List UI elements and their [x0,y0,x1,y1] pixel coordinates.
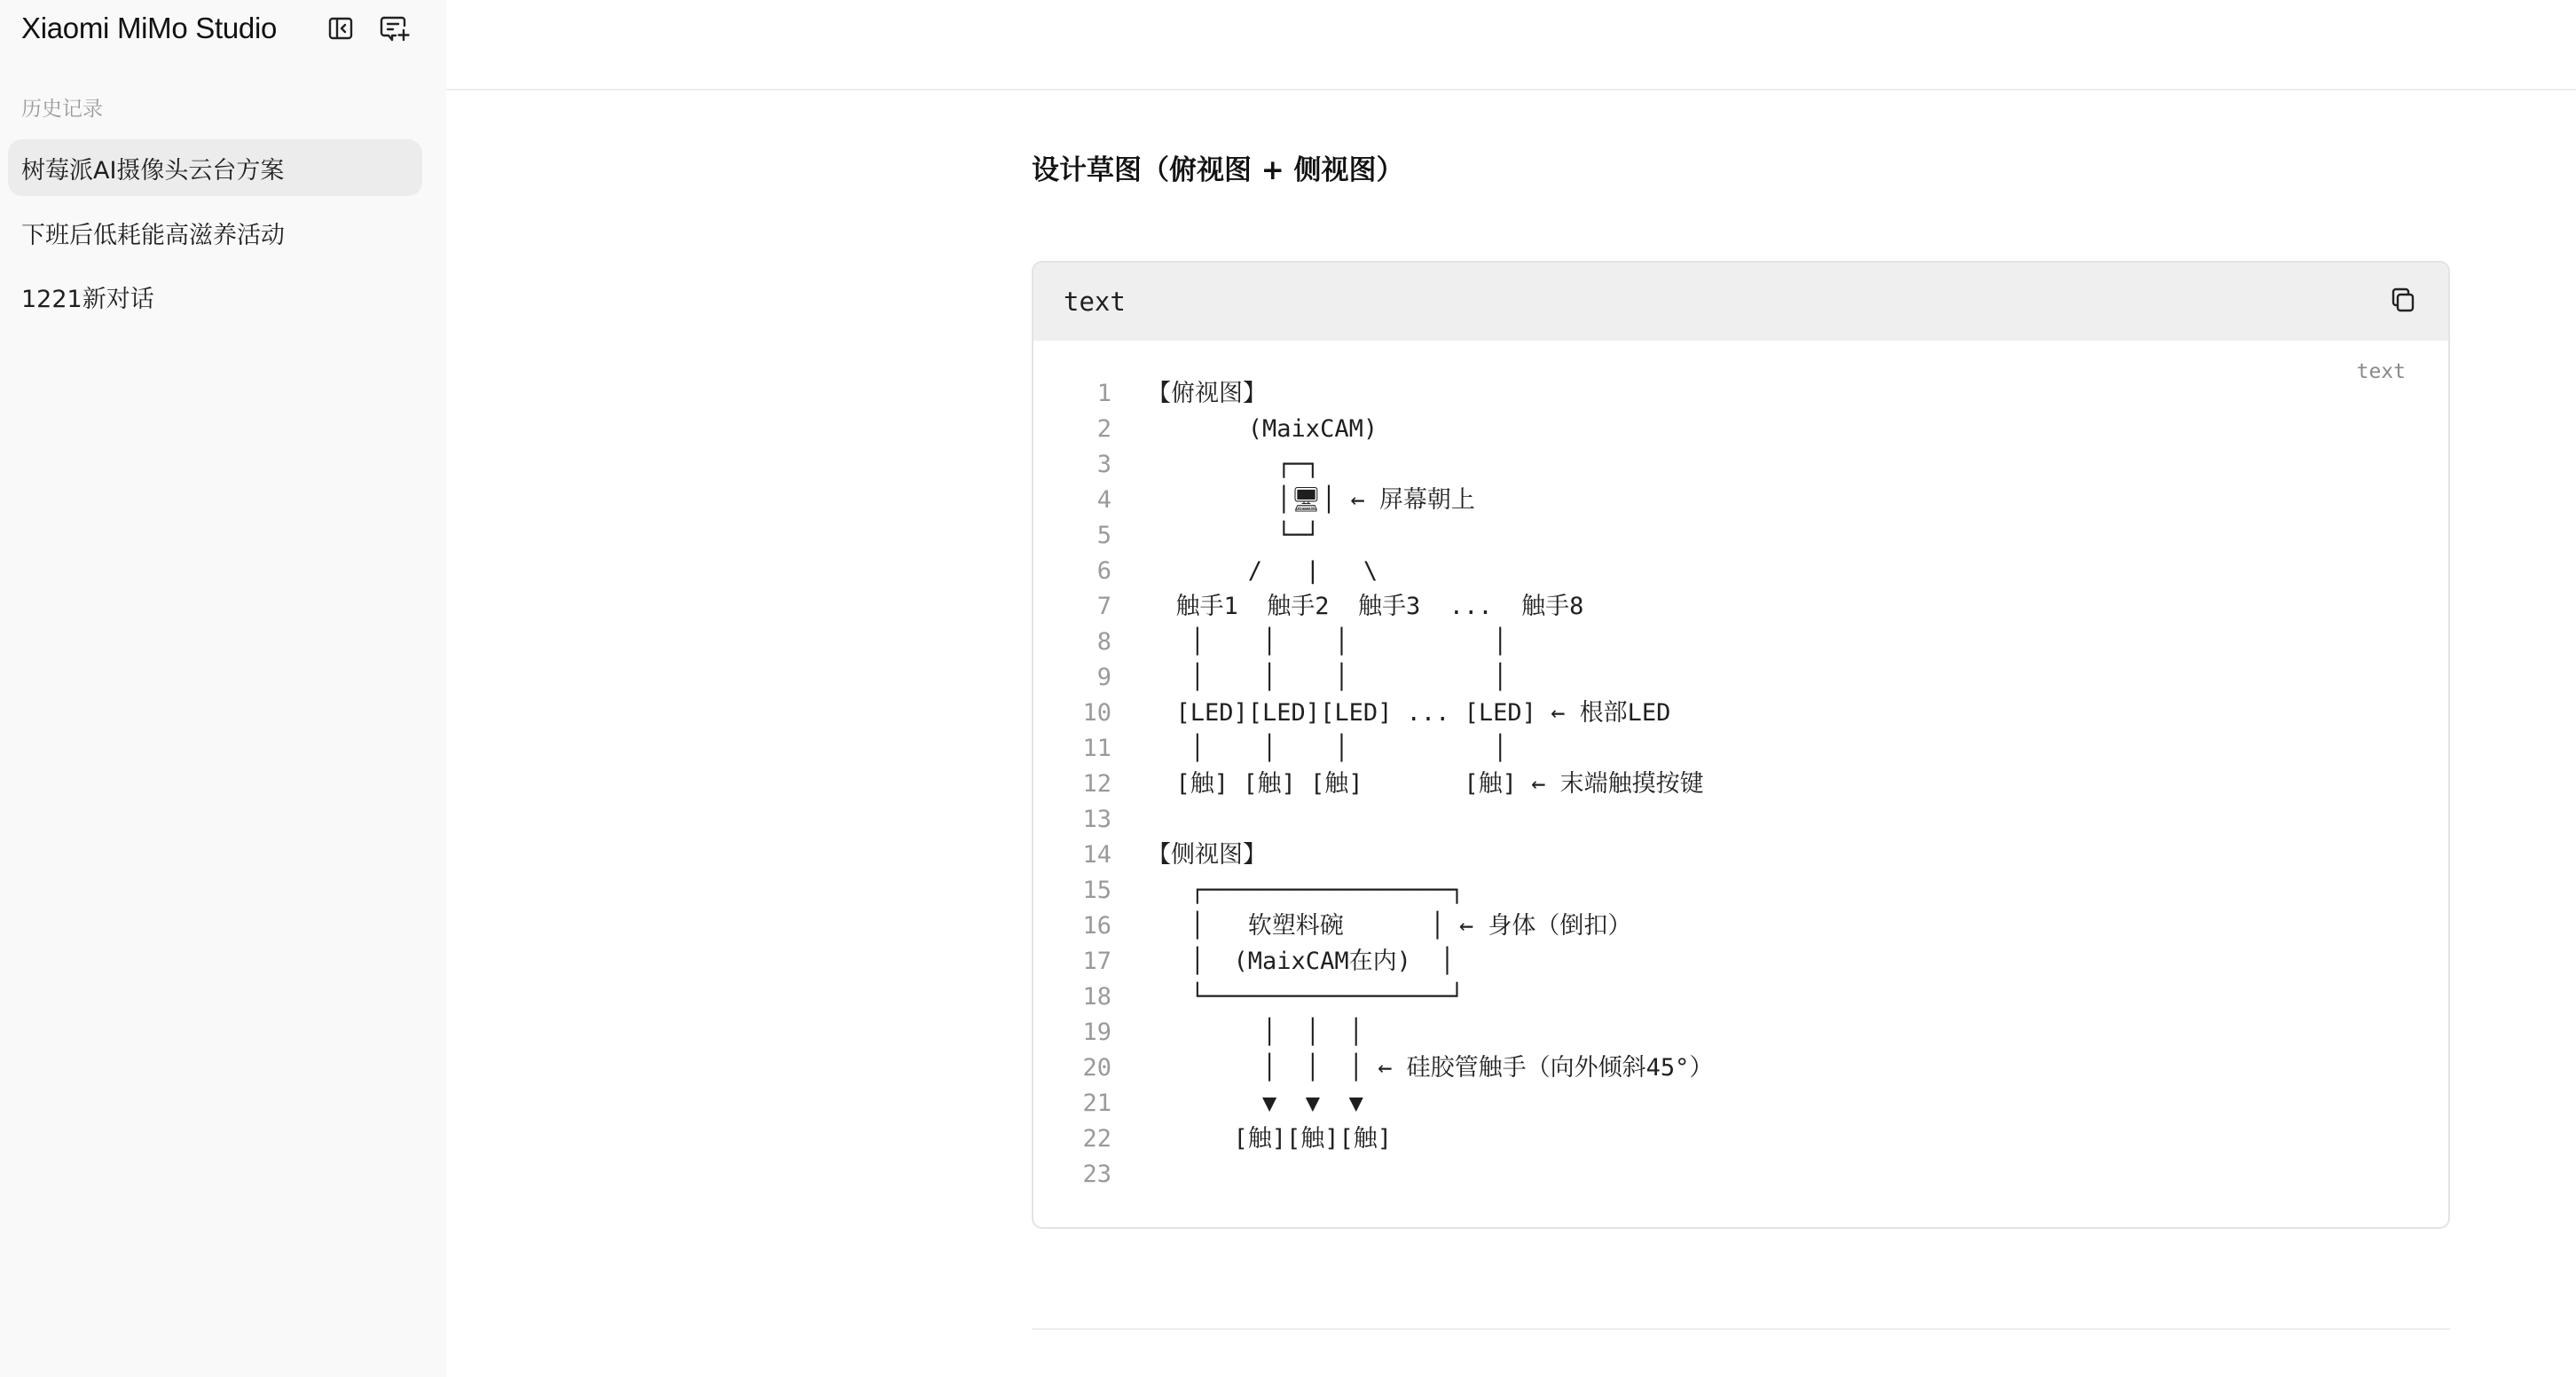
line-number: 20 [1082,1054,1111,1082]
line-number: 19 [1082,1019,1111,1046]
code-line [1033,696,2448,731]
new-chat-button[interactable] [376,11,415,46]
code-language-label: text [1064,287,1126,317]
line-content: │ 软塑料碗 │ ← 身体（倒扣） [1147,912,1632,940]
code-line [1033,1157,2448,1192]
brand [21,7,277,50]
sidebar [0,0,446,1377]
line-number: 22 [1082,1125,1111,1153]
line-content: └─────────────────┘ [1147,983,1465,1011]
code-line [1033,767,2448,802]
code-header [1033,263,2448,341]
line-number: 13 [1082,806,1111,833]
code-line [1033,554,2448,589]
line-content: / | \ [1147,557,1378,585]
line-number: 7 [1096,593,1111,620]
line-number: 21 [1082,1090,1111,1117]
line-content: │ │ │ ← 硅胶管触手（向外倾斜45°） [1147,1054,1714,1082]
line-content: │🖥│ ← 屏幕朝上 [1147,486,1475,514]
line-number: 15 [1082,877,1111,904]
new-chat-icon [380,12,412,44]
line-content: ▼ ▼ ▼ [1147,1090,1363,1117]
line-number: 3 [1096,451,1111,478]
line-content: 【俯视图】 [1147,380,1267,407]
code-line [1033,447,2448,483]
history-item-label: 1221新对话 [21,285,154,313]
code-line [1033,625,2448,660]
code-line [1033,944,2448,980]
line-number: 10 [1082,699,1111,727]
line-content: [触][触][触] [1147,1125,1393,1153]
section-title: 设计草图（俯视图 + 侧视图） [1032,154,1404,186]
line-number: 5 [1096,522,1111,549]
copy-icon [2389,286,2417,318]
line-content: [LED][LED][LED] ... [LED] ← 根部LED [1147,699,1671,727]
code-line [1033,1086,2448,1121]
line-number: 16 [1082,912,1111,940]
line-content: ┌─────────────────┐ [1147,877,1465,904]
code-line [1033,518,2448,554]
code-line [1033,412,2448,447]
code-line [1033,376,2448,412]
line-number: 8 [1096,628,1111,656]
code-line [1033,1121,2448,1157]
code-line [1033,731,2448,767]
line-content: │ │ │ [1147,1019,1363,1046]
sidebar-toggle-button[interactable] [321,11,360,46]
code-line [1033,802,2448,838]
history-label: 历史记录 [21,98,103,121]
line-number: 11 [1082,735,1111,762]
code-line [1033,483,2448,518]
line-content: │ │ │ │ [1147,735,1508,762]
code-line [1033,909,2448,944]
top-bar [446,0,2576,90]
history-item-label: 树莓派AI摄像头云台方案 [21,156,285,185]
code-block [1032,261,2450,1229]
brand-title: Xiaomi MiMo Studio [21,12,278,44]
line-number: 4 [1096,486,1111,514]
code-line [1033,838,2448,873]
line-number: 18 [1082,983,1111,1011]
history-item[interactable] [8,268,422,325]
line-content: [触] [触] [触] [触] ← 末端触摸按键 [1147,770,1704,798]
line-content: (MaixCAM) [1147,415,1378,443]
line-number: 17 [1082,948,1111,975]
line-number: 2 [1096,415,1111,443]
line-number: 23 [1082,1161,1111,1188]
code-line [1033,873,2448,909]
code-line [1033,589,2448,625]
language-tag: text [2356,360,2406,383]
line-number: 1 [1096,380,1111,407]
line-number: 14 [1082,841,1111,869]
history-item[interactable] [8,139,422,196]
sidebar-collapse-icon [326,14,355,43]
code-line [1033,1050,2448,1086]
history-item[interactable] [8,204,422,261]
line-content: │ │ │ │ [1147,664,1508,691]
code-line [1033,1015,2448,1050]
line-content: │ (MaixCAM在内) │ [1147,948,1455,975]
history-item-label: 下班后低耗能高滋养活动 [21,221,285,249]
line-content: └─┘ [1147,522,1321,549]
line-number: 9 [1096,664,1111,691]
line-number: 12 [1082,770,1111,798]
code-line [1033,980,2448,1015]
line-content: │ │ │ │ [1147,628,1508,656]
line-content: 【侧视图】 [1147,841,1267,869]
code-line [1033,660,2448,696]
copy-button[interactable] [2384,283,2422,320]
line-number: 6 [1096,557,1111,585]
divider [1032,1328,2450,1330]
line-content: 触手1 触手2 触手3 ... 触手8 [1147,593,1584,620]
line-content: ┌─┐ [1147,451,1321,478]
